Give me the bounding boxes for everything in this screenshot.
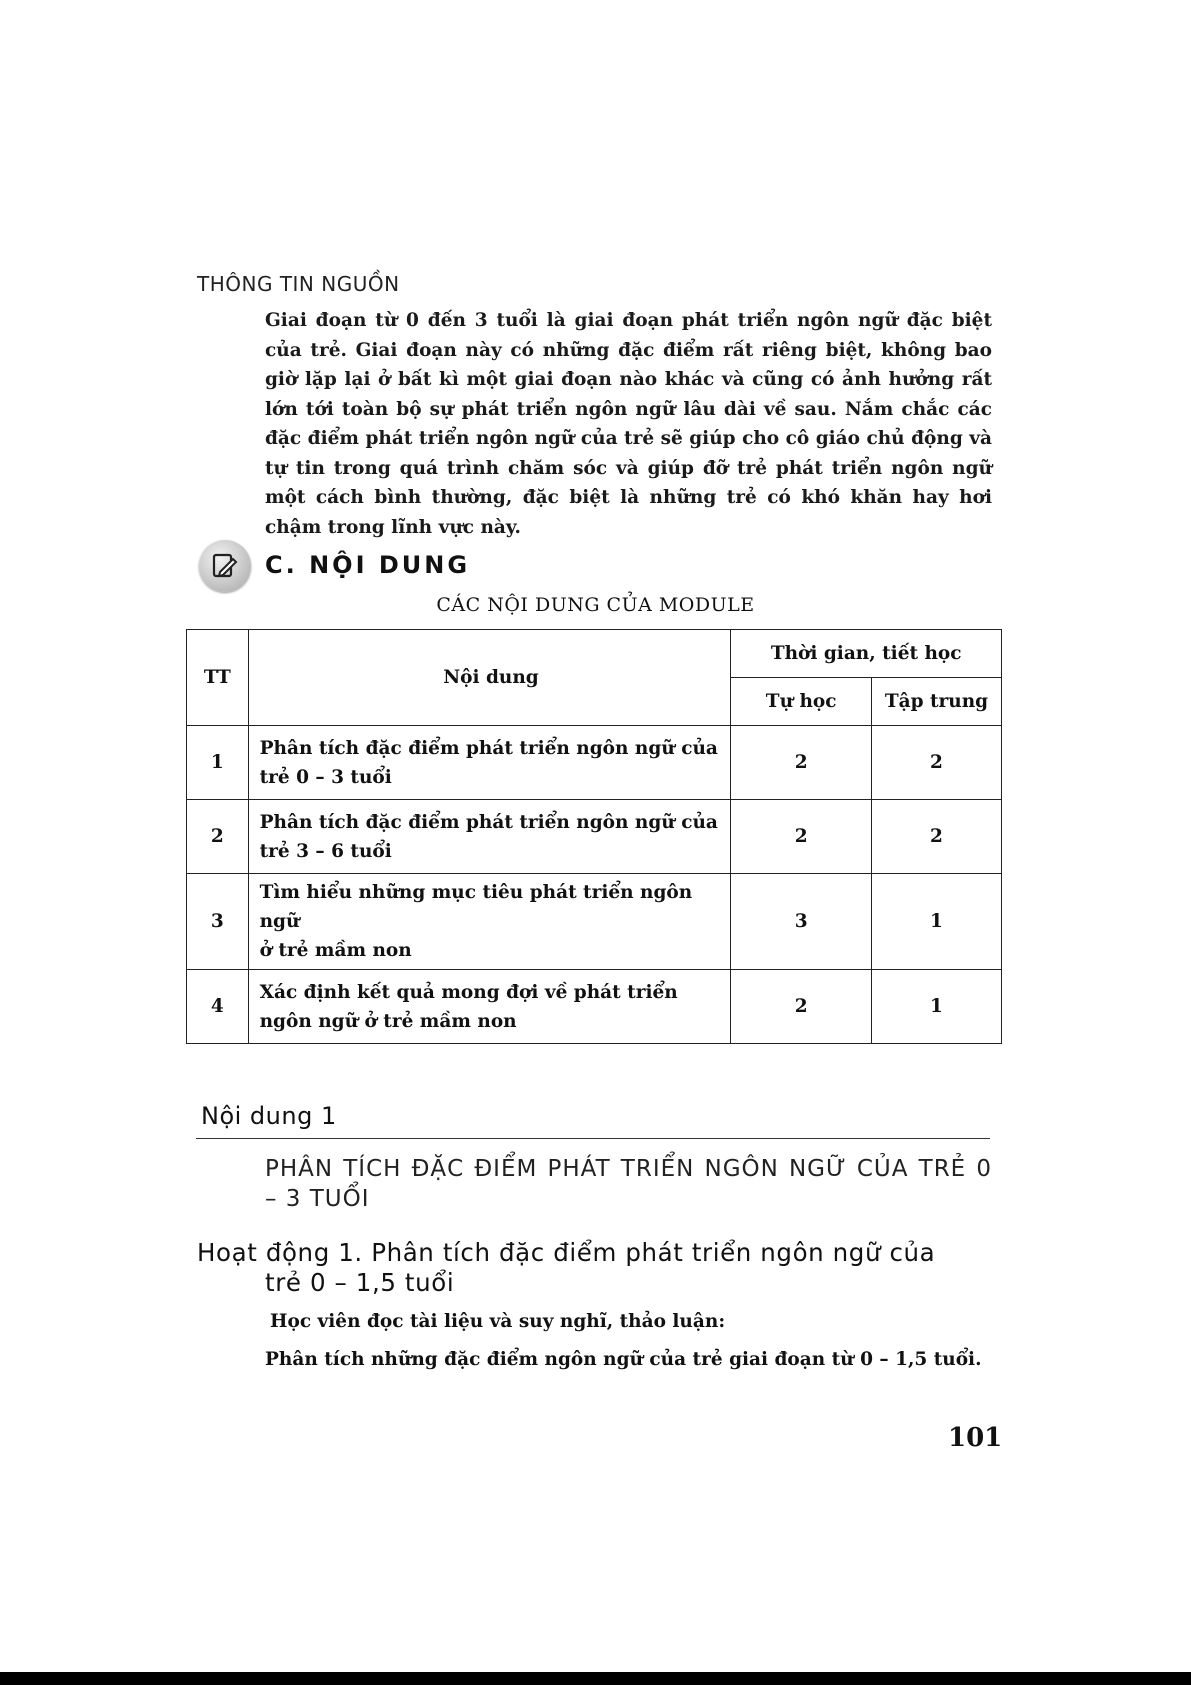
header-concentrated: Tập trung xyxy=(871,678,1001,726)
row-content-line2: ở trẻ mầm non xyxy=(259,940,412,961)
header-content: Nội dung xyxy=(248,630,731,726)
row-self-study: 2 xyxy=(731,726,872,800)
row-tt: 2 xyxy=(187,800,249,874)
row-content xyxy=(248,726,731,800)
row-tt: 4 xyxy=(187,970,249,1044)
row-concentrated: 2 xyxy=(871,726,1001,800)
bottom-scan-border xyxy=(0,1672,1191,1685)
row-tt: 3 xyxy=(187,874,249,970)
header-time: Thời gian, tiết học xyxy=(731,630,1002,678)
row-content xyxy=(248,800,731,874)
source-info-heading: THÔNG TIN NGUỒN xyxy=(197,272,400,296)
header-self-study: Tự học xyxy=(731,678,872,726)
content-1-subtitle: PHÂN TÍCH ĐẶC ĐIỂM PHÁT TRIỂN NGÔN NGỮ CỦA TRẺ 0 – 3 TUỔI xyxy=(265,1156,992,1212)
table-caption-text: CÁC NỘI DUNG CỦA MODULE xyxy=(436,594,755,616)
activity-1-title xyxy=(197,1238,992,1298)
row-self-study: 3 xyxy=(731,874,872,970)
activity-1-instruction-1: Học viên đọc tài liệu và suy nghĩ, thảo luận: xyxy=(270,1311,726,1332)
row-content-line2: trẻ 0 – 3 tuổi xyxy=(259,766,392,788)
header-tt: TT xyxy=(187,630,249,726)
content-1-divider xyxy=(196,1138,990,1139)
table-caption xyxy=(0,594,1191,616)
row-content xyxy=(248,970,731,1044)
section-heading: C. NỘI DUNG xyxy=(265,551,471,579)
row-content-line2: ngôn ngữ ở trẻ mầm non xyxy=(259,1010,517,1032)
row-content-line1: Phân tích đặc điểm phát triển ngôn ngữ của xyxy=(259,811,718,833)
row-concentrated: 2 xyxy=(871,800,1001,874)
row-concentrated: 1 xyxy=(871,970,1001,1044)
row-content xyxy=(248,874,731,970)
row-tt: 1 xyxy=(187,726,249,800)
row-content-line1: Phân tích đặc điểm phát triển ngôn ngữ của xyxy=(259,737,718,759)
row-content-line1: Xác định kết quả mong đợi về phát triển xyxy=(259,981,678,1003)
notepad-pencil-icon xyxy=(199,540,251,592)
table-header-row xyxy=(187,630,1002,678)
module-content-table xyxy=(186,629,1002,1044)
source-info-body: Giai đoạn từ 0 đến 3 tuổi là giai đoạn phát triển ngôn ngữ đặc biệt của trẻ. Giai đoạn này có những đặc điểm rất riêng biệt, không bao giờ lặp lại ở bất kì một giai đoạn nào khác và cũng có ảnh hưởng rất lớn tới toàn bộ sự phát triển ngôn ngữ lâu dài về sau. Nắm chắc các đặc điểm phát triển ngôn ngữ của trẻ sẽ giúp cho cô giáo chủ động và tự tin trong quá trình chăm sóc và giúp đỡ trẻ phát triển ngôn ngữ một cách bình thường, đặc biệt là những trẻ có khó khăn hay hơi chậm trong lĩnh vực này. xyxy=(265,310,992,538)
page-number: 101 xyxy=(948,1423,1003,1453)
table-row xyxy=(187,874,1002,970)
row-content-line1: Tìm hiểu những mục tiêu phát triển ngôn ngữ xyxy=(259,882,693,932)
activity-1-instruction-2: Phân tích những đặc điểm ngôn ngữ của trẻ giai đoạn từ 0 – 1,5 tuổi. xyxy=(265,1349,982,1370)
table-row xyxy=(187,726,1002,800)
row-self-study: 2 xyxy=(731,800,872,874)
activity-1-title-line1: Hoạt động 1. Phân tích đặc điểm phát triển ngôn ngữ của xyxy=(197,1238,936,1267)
content-1-title: Nội dung 1 xyxy=(201,1102,337,1130)
row-self-study: 2 xyxy=(731,970,872,1044)
row-concentrated: 1 xyxy=(871,874,1001,970)
table-row xyxy=(187,800,1002,874)
table-row xyxy=(187,970,1002,1044)
row-content-line2: trẻ 3 – 6 tuổi xyxy=(259,840,392,862)
activity-1-title-line2: trẻ 0 – 1,5 tuổi xyxy=(265,1268,455,1297)
